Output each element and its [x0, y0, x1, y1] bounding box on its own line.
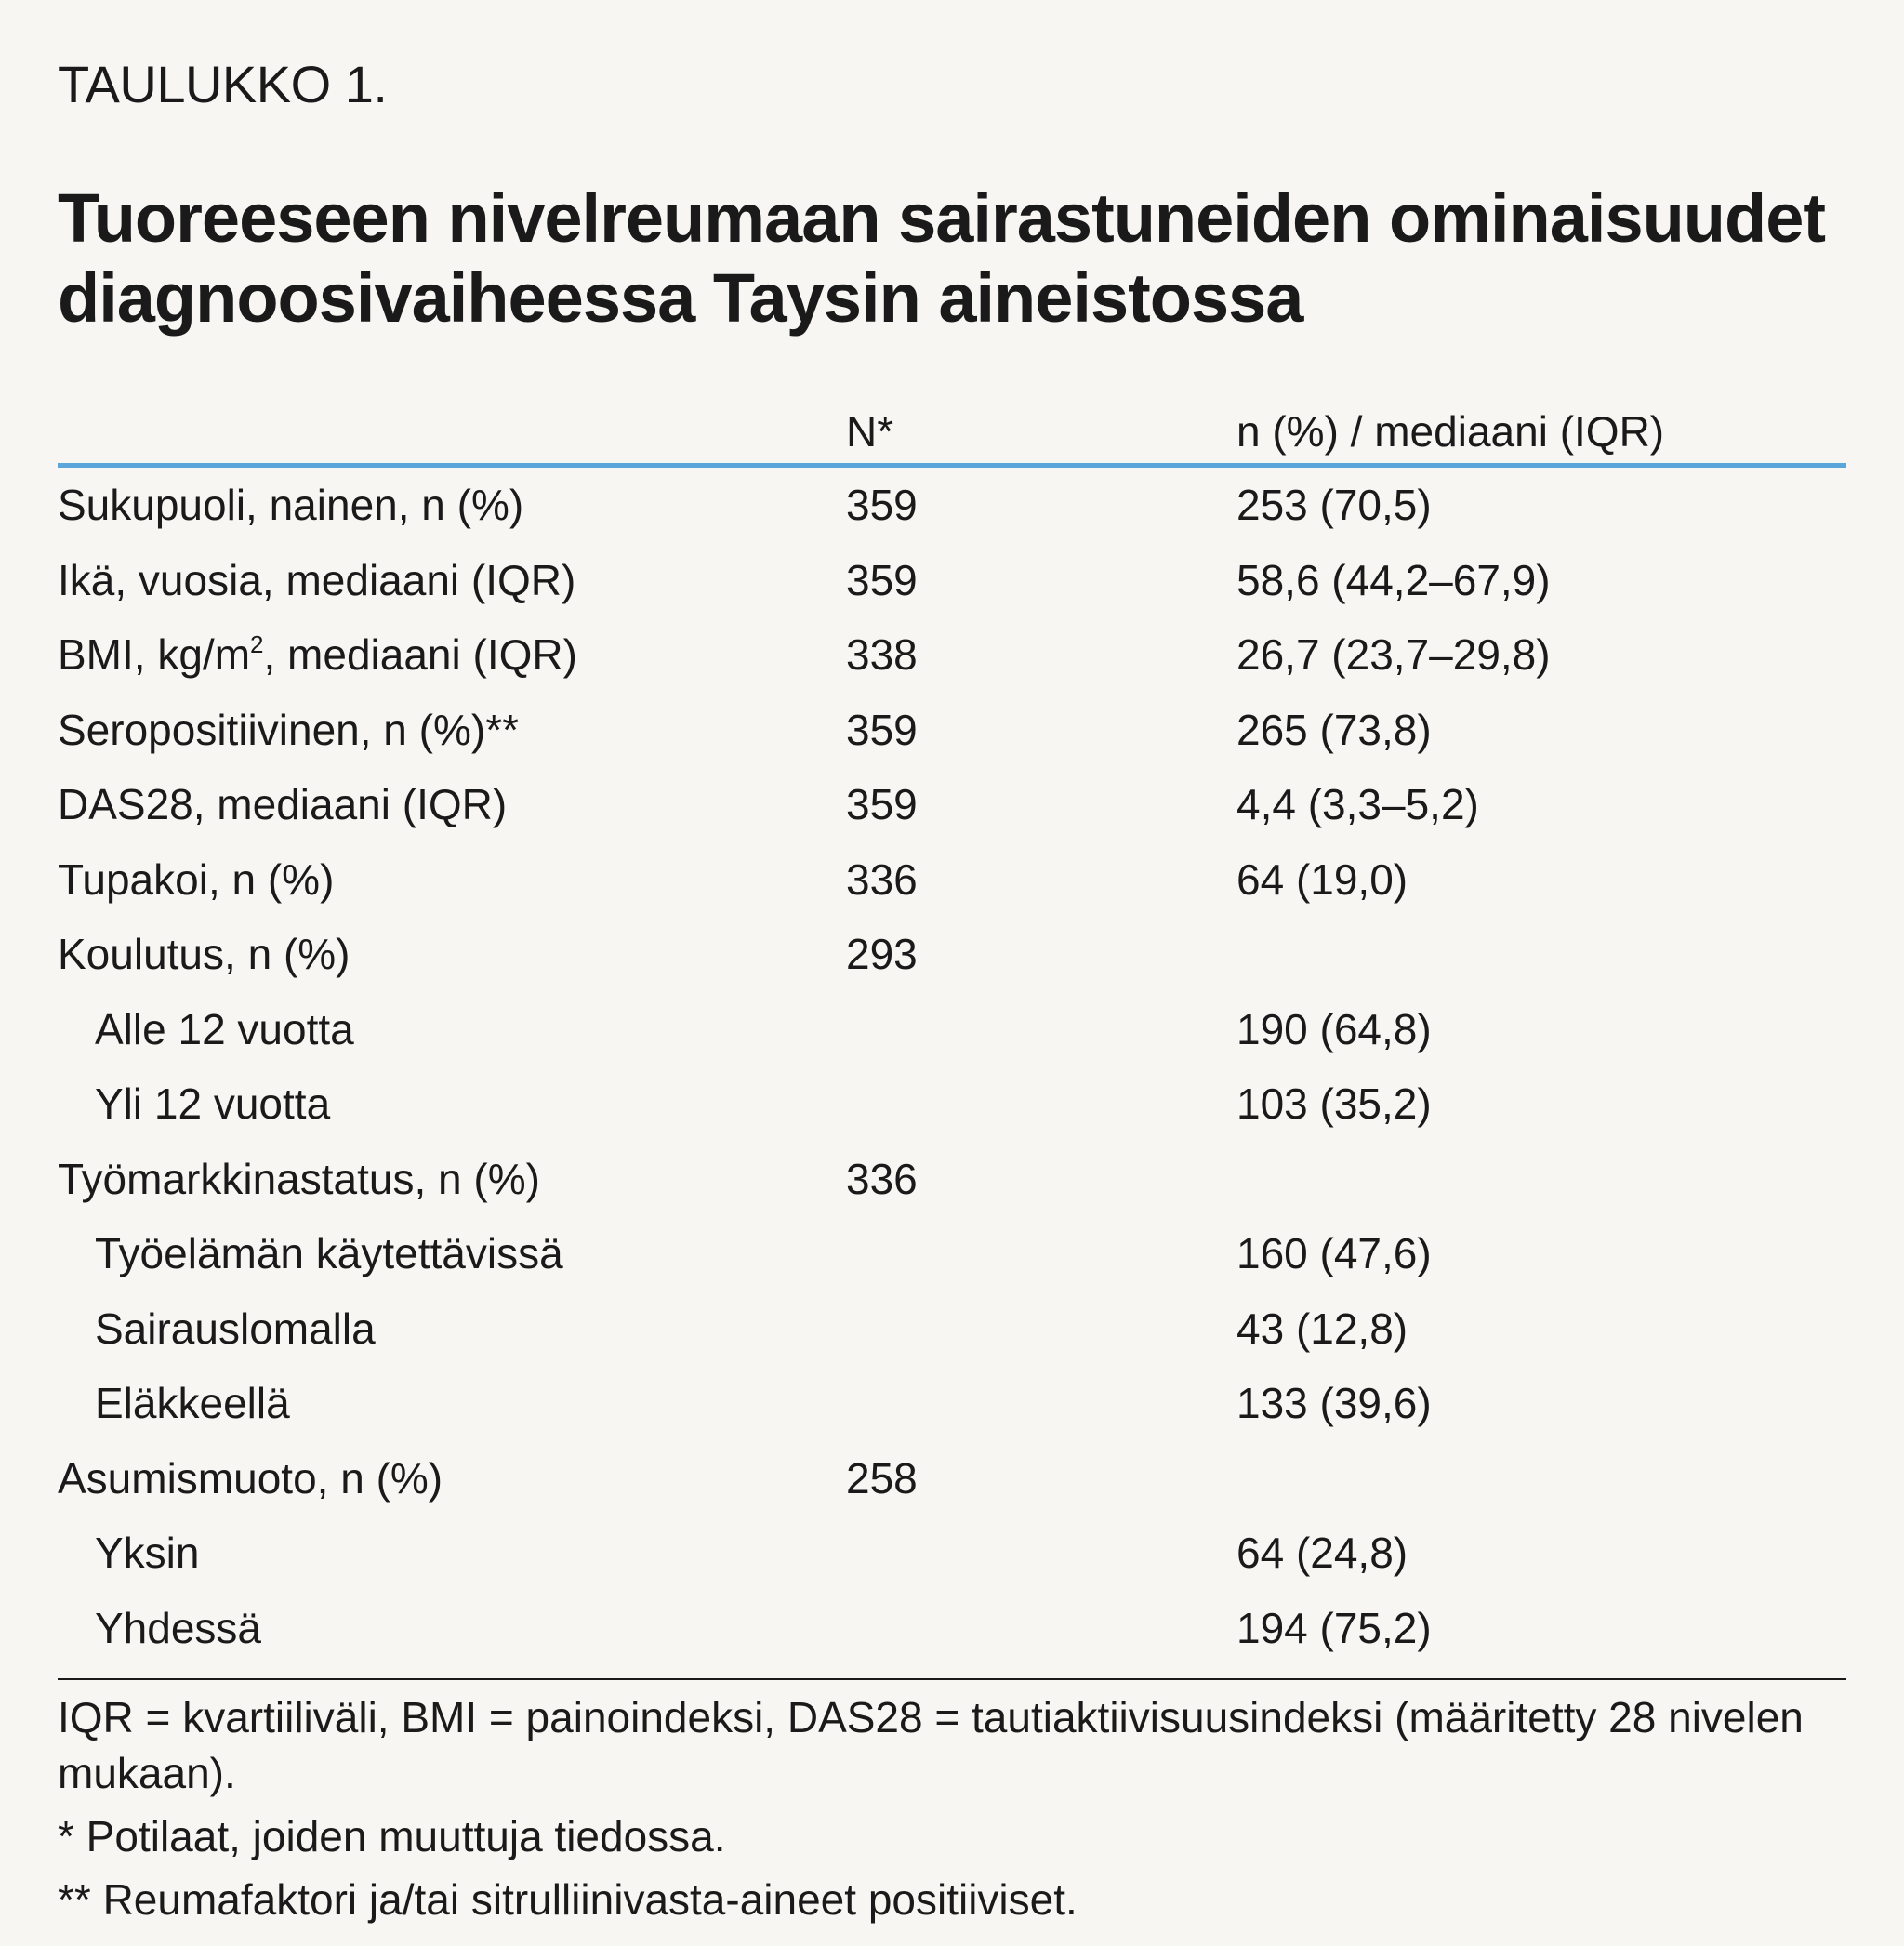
table-header-row [58, 391, 1846, 468]
row-value: 103 (35,2) [1236, 1079, 1432, 1128]
row-label-text-rest: , mediaani (IQR) [263, 630, 577, 679]
table-row [58, 617, 1846, 693]
row-n: 336 [846, 1154, 918, 1203]
row-value: 4,4 (3,3–5,2) [1236, 780, 1479, 828]
characteristics-table [58, 391, 1846, 1927]
table-row [58, 1142, 1846, 1217]
row-value: 43 (12,8) [1236, 1304, 1408, 1353]
row-label: Yhdessä [95, 1603, 262, 1652]
row-label: Tupakoi, n (%) [58, 854, 335, 904]
table-body [58, 468, 1846, 1680]
table-subrow [58, 992, 1846, 1067]
table-subrow [58, 1216, 1846, 1291]
row-label: Koulutus, n (%) [58, 930, 350, 978]
row-value: 58,6 (44,2–67,9) [1236, 555, 1551, 604]
row-n: 293 [846, 930, 918, 978]
row-label [58, 617, 577, 692]
row-n: 359 [846, 555, 918, 604]
row-label: Seropositiivinen, n (%)** [58, 705, 520, 754]
table-row [58, 693, 1846, 768]
row-label: Eläkkeellä [95, 1379, 290, 1427]
row-n: 359 [846, 481, 918, 529]
table-row [58, 917, 1846, 992]
row-value: 265 (73,8) [1236, 705, 1432, 754]
row-value: 64 (24,8) [1236, 1529, 1408, 1577]
table-row [58, 468, 1846, 543]
row-n: 359 [846, 780, 918, 828]
row-n: 338 [846, 630, 918, 679]
header-value-column: n (%) / mediaani (IQR) [1236, 407, 1665, 456]
table-row [58, 842, 1846, 918]
row-label: Sukupuoli, nainen, n (%) [58, 481, 524, 529]
table-row [58, 767, 1846, 842]
table-title: Tuoreeseen nivelreumaan sairastuneiden ominaisuudet diagnoosivaiheessa Taysin aineistossa [58, 179, 1826, 337]
table-row [58, 543, 1846, 618]
row-value: 26,7 (23,7–29,8) [1236, 630, 1551, 679]
superscript-two: 2 [250, 630, 264, 658]
row-label: Ikä, vuosia, mediaani (IQR) [58, 555, 576, 604]
footnote-asterisk: * Potilaat, joiden muuttuja tiedossa. [58, 1812, 726, 1860]
row-n: 359 [846, 705, 918, 754]
row-value: 133 (39,6) [1236, 1379, 1432, 1427]
row-n: 258 [846, 1453, 918, 1503]
table-row [58, 1441, 1846, 1516]
row-label: Asumismuoto, n (%) [58, 1453, 443, 1503]
row-label: DAS28, mediaani (IQR) [58, 780, 508, 828]
row-label: Yli 12 vuotta [95, 1079, 331, 1128]
table-footnotes [58, 1680, 1846, 1927]
row-label: Yksin [95, 1529, 200, 1577]
row-label-text: BMI, kg/m [58, 630, 251, 679]
row-value: 253 (70,5) [1236, 481, 1432, 529]
table-subrow [58, 1516, 1846, 1591]
row-label: Työmarkkinastatus, n (%) [58, 1154, 540, 1203]
row-value: 160 (47,6) [1236, 1229, 1432, 1277]
table-subrow [58, 1066, 1846, 1142]
footnote-double-asterisk: ** Reumafaktori ja/tai sitrulliinivasta-aineet positiiviset. [58, 1875, 1078, 1924]
row-label: Työelämän käytettävissä [95, 1229, 563, 1277]
table-subrow [58, 1591, 1846, 1666]
footnote-abbreviations: IQR = kvartiiliväli, BMI = painoindeksi, DAS28 = tautiaktiivisuusindeksi (määritetty 28 nivelen mukaan). [58, 1693, 1804, 1797]
table-subrow [58, 1291, 1846, 1367]
table-number-label: TAULUKKO 1. [58, 55, 388, 113]
row-n: 336 [846, 854, 918, 904]
row-value: 64 (19,0) [1236, 854, 1408, 904]
row-value: 190 (64,8) [1236, 1004, 1432, 1053]
row-value: 194 (75,2) [1236, 1603, 1432, 1652]
row-label: Alle 12 vuotta [95, 1004, 354, 1053]
header-n-column: N* [846, 407, 894, 456]
row-label: Sairauslomalla [95, 1304, 376, 1353]
table-subrow [58, 1366, 1846, 1441]
